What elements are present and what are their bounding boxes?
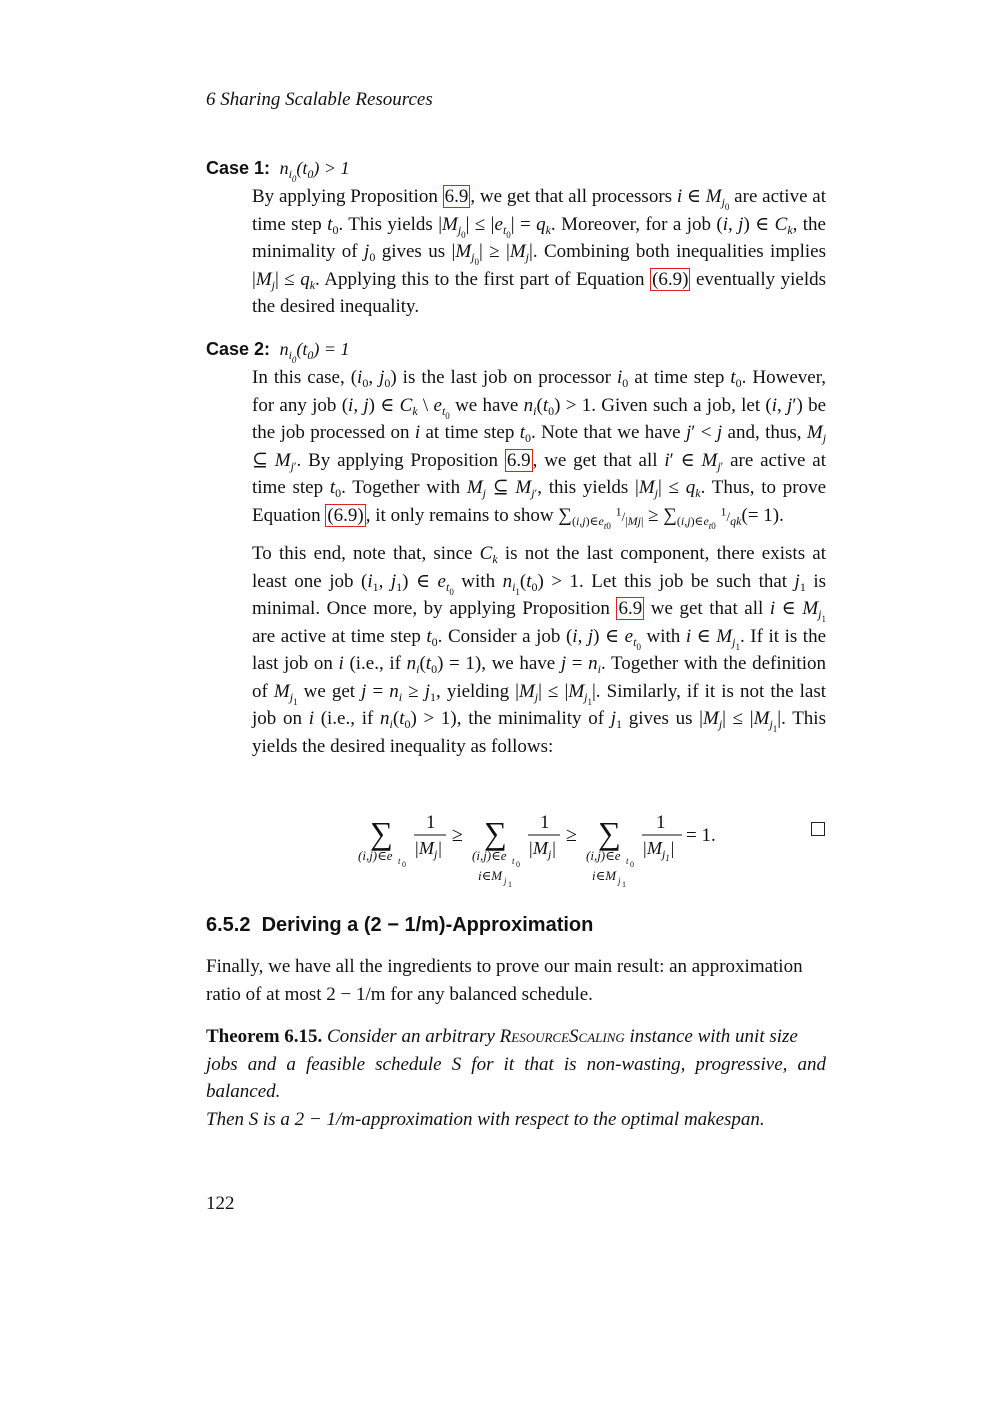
theorem-line-3: Then S is a 2 − 1/m-approximation with respect to the optimal makespan. [206,1108,765,1130]
final-paragraph-line-2: ratio of at most 2 − 1/m for any balanced schedule. [206,983,593,1005]
sum-symbol-2: ∑ [484,815,507,851]
case-1-label [206,158,350,184]
case-1-body: By applying Proposition 6.9 , we get that all processors i ∈ $M_{j_0}$ are active at time step $t_0$. This yields $|M_{j_0}| \le |e_{t_0}| = q_k$. Moreover, for a job (i, j) ∈ $C_k$, the minimality of $j_0$ gives us $|M_{j_0}| \ge |M_j|$. Combining both inequalities implies $|M_j| \le q_k$. Applying this to the first part of Equation (6.9) eventually yields the desired inequality. [252,186,826,317]
final-paragraph-line-1: Finally, we have all the ingredients to prove our main result: an approximation [206,956,803,977]
theorem-label: Theorem 6.15. [206,1026,323,1047]
svg-text:t: t [398,856,401,866]
display-equation [356,808,836,898]
case-2-condition: $n_{i_0}(t_0) = 1$ [275,339,350,365]
equation-ref-2[interactable]: (6.9) [327,504,364,526]
frac-1-num: 1 [426,812,436,833]
svg-text:i∈M: i∈M [478,868,503,883]
proposition-ref[interactable]: 6.9 [444,186,469,207]
frac-1-den: $|M_j|$ [414,838,443,861]
sum-2-index: (i,j)∈e [472,848,507,863]
equation-rhs: = 1. [686,825,716,846]
theorem-line-2: jobs and a feasible schedule S for it that is non-wasting, progressive, and balanced. [206,1053,826,1102]
qed-square-icon [811,822,825,836]
proposition-ref-2[interactable]: 6.9 [506,449,531,471]
geq-1: ≥ [452,824,463,846]
theorem-line-1: Consider an arbitrary ResourceScaling instance with unit size [327,1026,798,1047]
svg-text:j: j [618,876,621,886]
section-heading [206,914,593,937]
svg-text:0: 0 [402,860,406,869]
running-head: 6 Sharing Scalable Resources [206,89,433,110]
geq-2: ≥ [566,824,577,846]
frac-3-den: $|M_j1|$ [642,838,675,863]
svg-text:t: t [626,856,629,866]
svg-text:t: t [512,856,515,866]
svg-text:i∈M: i∈M [592,868,617,883]
section-title: Deriving a (2 − 1/m)-Approximation [261,914,594,936]
page-number: 122 [206,1193,235,1214]
svg-text:0: 0 [516,860,520,869]
svg-text:1: 1 [508,880,512,889]
sum-symbol-3: ∑ [598,815,621,851]
frac-3-num: 1 [656,812,666,833]
case-1-condition: $n_{i_0}(t_0) > 1$ [275,158,350,184]
proposition-ref-3[interactable]: 6.9 [618,598,643,619]
case-2-body: In this case, ($i_0$, $j_0$) is the last job on processor $i_0$ at time step $t_0$. However, for any job (i, j) ∈ $C_k$ \ $e_{t_0}$ we have $n_i(t_0) > 1$. Given such a job, let (i, j′) be the job processed on i at time step $t_0$. Note that we have j′ < j and, thus, $M_j$ ⊆ $M_{j'}$. By applying Proposition 6.9 , we get that all i′ ∈ $M_{j'}$ are active at time step $t_0$. Together with $M_j$ ⊆ $M_{j'}$, this yields $|M_j| \le q_k$. Thus, to prove Equation (6.9) , it only remains to show $\sum_{(i,j)\in e_{t0}}$ $^1/_{|Mj|} \ge \sum_{(i,j)\in e_{t0}}$ $^1/_{qk}(= 1)$. To this end, note that, since $C_k$ is not the last component, there exists at least one job ($i_1$, $j_1$) ∈ $e_{t_0}$ with $n_{i_1}(t_0) > 1$. Let this job be such that $j_1$ is minimal. Once more, by applying Proposition 6.9 we get that all i ∈ $M_{j_1}$ are active at time step $t_0$. Consider a job (i, j) ∈ $e_{t_0}$ with i ∈ $M_{j_1}$. If it is the last job on i (i.e., if $n_i(t_0) = 1$), we have $j = n_i$. Together with the definition of $M_{j_1}$ we get $j = n_i \ge j_1$, yielding $|M_j| \le |M_{j_1}|$. Similarly, if it is not the last job on i (i.e., if $n_i(t_0) > 1$), the minimality of $j_1$ gives us $|M_j| \le |M_{j_1}|$. This yields the desired inequality as follows: [252,367,827,757]
theorem [206,1023,826,1133]
section-number: 6.5.2 [206,914,251,936]
equation-ref[interactable]: (6.9) [652,268,689,290]
frac-2-num: 1 [540,812,550,833]
final-paragraph [206,953,826,1008]
sum-symbol-1: ∑ [370,815,393,851]
frac-2-den: $|M_j|$ [528,838,557,861]
case-2-label [206,339,350,365]
svg-text:0: 0 [630,860,634,869]
sum-1-index: (i,j)∈e [358,848,393,863]
svg-text:1: 1 [622,880,626,889]
svg-text:j: j [504,876,507,886]
case-1-label-text: Case 1: [206,158,271,178]
case-2-label-text: Case 2: [206,339,271,359]
sum-3-index: (i,j)∈e [586,848,621,863]
